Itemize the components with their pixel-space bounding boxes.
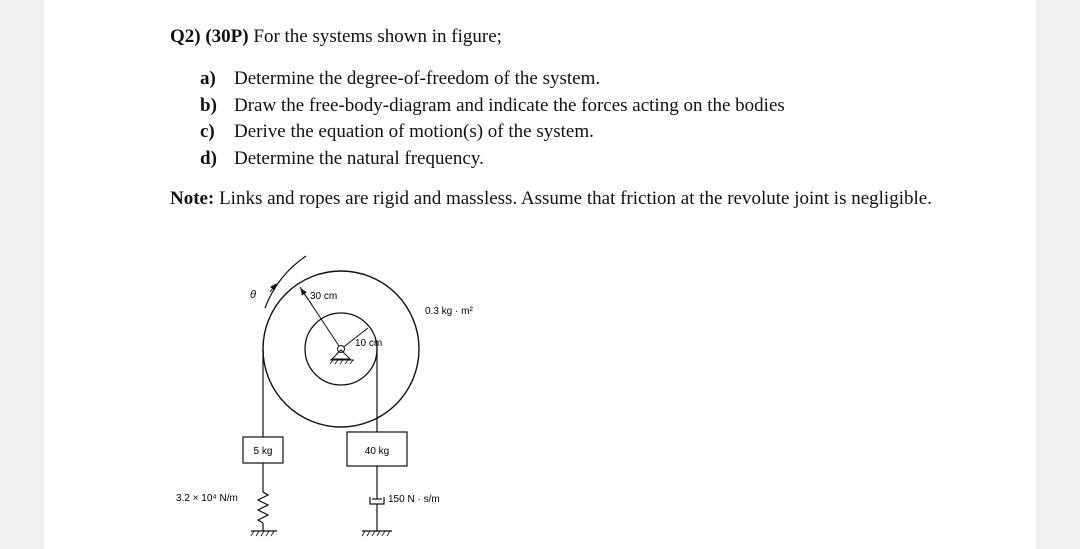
task-text: Draw the free-body-diagram and indicate the forces acting on the bodies (234, 94, 785, 116)
damper-ground-hatch (362, 531, 390, 536)
task-text: Determine the degree-of-freedom of the system. (234, 68, 601, 89)
task-letter: c) (200, 121, 215, 142)
inner-radius-label: 10 cm (355, 338, 383, 349)
task-letter: b) (200, 94, 217, 116)
inertia-label: 0.3 kg · m² (425, 306, 473, 317)
spring-label: 3.2 × 10⁴ N/m (176, 493, 238, 504)
damper-label: 150 N · s/m (388, 494, 440, 505)
task-text: Derive the equation of motion(s) of the system. (234, 121, 594, 142)
right-mass-label: 40 kg (364, 446, 390, 457)
note-label: Note: (170, 188, 215, 209)
task-letter: a) (200, 68, 216, 89)
spring-ground-hatch (251, 531, 274, 536)
question-text: For the systems shown in figure; (253, 26, 502, 47)
question-label: Q2) (30P) (170, 26, 249, 47)
theta-label: θ (250, 289, 256, 301)
spring-coil (258, 492, 268, 523)
outer-radius-label: 30 cm (310, 291, 338, 302)
pivot-pin (338, 346, 345, 353)
task-letter: d) (200, 147, 217, 169)
task-text: Determine the natural frequency. (234, 147, 484, 169)
note-text: Links and ropes are rigid and massless. Assume that friction at the revolute joint is negligible. (219, 188, 932, 209)
left-mass-label: 5 kg (253, 446, 273, 457)
pivot-hatch (330, 360, 353, 364)
